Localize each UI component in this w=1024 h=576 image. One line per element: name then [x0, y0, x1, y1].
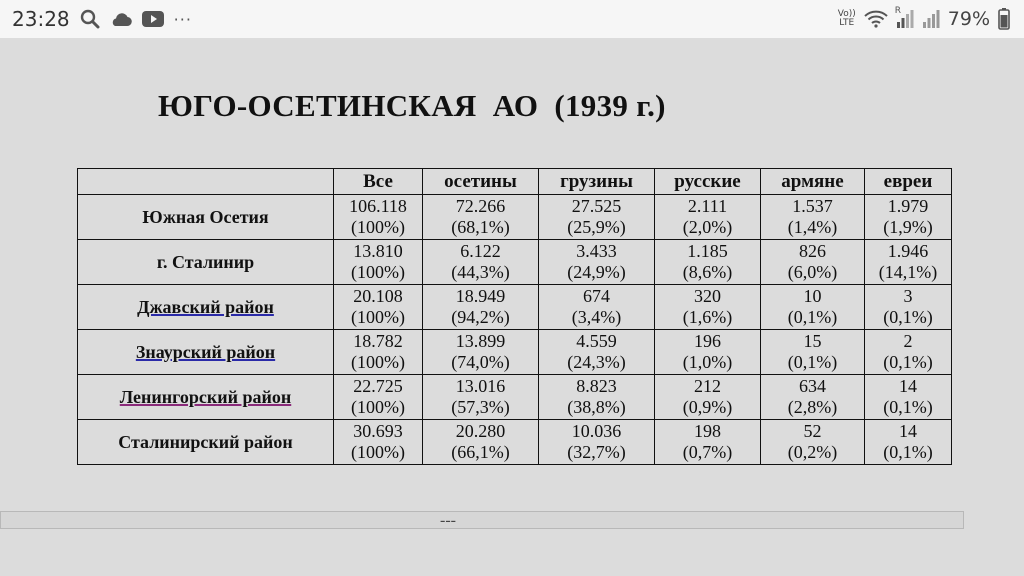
table-cell: 14 (0,1%) [865, 420, 952, 465]
district-link[interactable]: Ленингорский район [119, 386, 292, 407]
table-cell: 13.810 (100%) [334, 240, 423, 285]
district-link[interactable]: Джавский район [137, 296, 274, 317]
search-icon [80, 9, 100, 29]
table-row [78, 420, 952, 465]
battery-percentage: 79% [947, 8, 990, 30]
page-divider [0, 511, 964, 529]
table-cell: 30.693 (100%) [334, 420, 423, 465]
column-header: осетины [423, 169, 539, 195]
table-row [78, 285, 952, 330]
table-cell: 8.823 (38,8%) [539, 375, 655, 420]
table-cell: 212 (0,9%) [655, 375, 761, 420]
table-cell: 2 (0,1%) [865, 330, 952, 375]
row-label: Сталинирский район [78, 420, 334, 465]
signal-icon-2 [922, 10, 940, 28]
signal-icon: R [896, 10, 914, 28]
table-cell: 27.525 (25,9%) [539, 195, 655, 240]
column-header: русские [655, 169, 761, 195]
table-row [78, 195, 952, 240]
table-cell: 634 (2,8%) [761, 375, 865, 420]
population-table [77, 168, 952, 465]
status-bar-right [838, 0, 1010, 38]
column-header: евреи [865, 169, 952, 195]
table-cell: 10.036 (32,7%) [539, 420, 655, 465]
wifi-icon [864, 10, 888, 28]
table-cell: 1.185 (8,6%) [655, 240, 761, 285]
table-cell: 20.108 (100%) [334, 285, 423, 330]
table-cell: 106.118 (100%) [334, 195, 423, 240]
column-header: Все [334, 169, 423, 195]
row-label-link[interactable] [78, 285, 334, 330]
table-row [78, 375, 952, 420]
more-notifications-icon: ··· [173, 9, 192, 29]
document-page [0, 38, 1024, 576]
table-cell: 52 (0,2%) [761, 420, 865, 465]
status-bar-left [12, 0, 192, 38]
row-label-link[interactable] [78, 330, 334, 375]
row-label-link[interactable] [78, 375, 334, 420]
table-cell: 14 (0,1%) [865, 375, 952, 420]
table-cell: 20.280 (66,1%) [423, 420, 539, 465]
table-cell: 1.979 (1,9%) [865, 195, 952, 240]
table-row [78, 240, 952, 285]
district-link[interactable]: Знаурский район [135, 341, 276, 362]
divider-text: --- [440, 512, 456, 529]
table-cell: 72.266 (68,1%) [423, 195, 539, 240]
table-cell: 6.122 (44,3%) [423, 240, 539, 285]
table-cell: 4.559 (24,3%) [539, 330, 655, 375]
table-cell: 13.899 (74,0%) [423, 330, 539, 375]
column-header: армяне [761, 169, 865, 195]
table-cell: 2.111 (2,0%) [655, 195, 761, 240]
clock: 23:28 [12, 7, 70, 31]
table-cell: 1.946 (14,1%) [865, 240, 952, 285]
row-label: г. Сталинир [78, 240, 334, 285]
column-header: грузины [539, 169, 655, 195]
battery-icon [998, 8, 1010, 30]
cloud-icon [110, 11, 132, 27]
table-cell: 13.016 (57,3%) [423, 375, 539, 420]
volte-icon: Vo)) LTE [837, 9, 856, 28]
table-row [78, 330, 952, 375]
table-cell: 198 (0,7%) [655, 420, 761, 465]
table-cell: 3.433 (24,9%) [539, 240, 655, 285]
table-cell: 196 (1,0%) [655, 330, 761, 375]
table-cell: 15 (0,1%) [761, 330, 865, 375]
page-title: ЮГО-ОСЕТИНСКАЯ АО (1939 г.) [158, 88, 666, 123]
table-cell: 22.725 (100%) [334, 375, 423, 420]
column-header [78, 169, 334, 195]
table-cell: 320 (1,6%) [655, 285, 761, 330]
row-label: Южная Осетия [78, 195, 334, 240]
status-bar [0, 0, 1024, 38]
table-cell: 826 (6,0%) [761, 240, 865, 285]
table-cell: 1.537 (1,4%) [761, 195, 865, 240]
table-cell: 18.782 (100%) [334, 330, 423, 375]
table-cell: 10 (0,1%) [761, 285, 865, 330]
youtube-icon [142, 11, 164, 27]
table-header-row [78, 169, 952, 195]
table-cell: 674 (3,4%) [539, 285, 655, 330]
table-cell: 3 (0,1%) [865, 285, 952, 330]
table-cell: 18.949 (94,2%) [423, 285, 539, 330]
